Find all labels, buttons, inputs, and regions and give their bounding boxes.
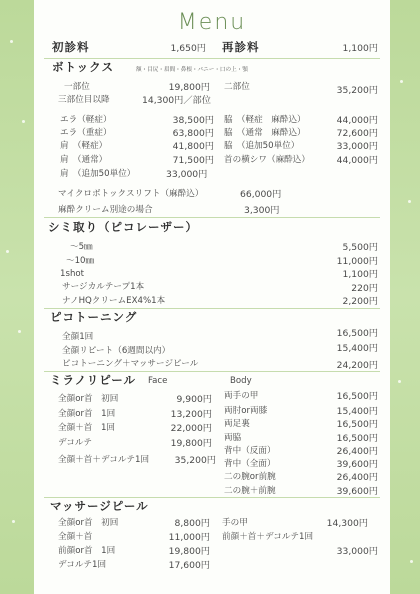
milano-body-item: 二の腕or前腕 <box>224 472 276 482</box>
botox-item: 肩 （軽症） <box>60 141 108 151</box>
massage-item: デコルテ1回 <box>58 560 107 570</box>
pico-heading: ピコトーニング <box>50 310 138 324</box>
shimi-item: ～5㎜ <box>70 242 93 252</box>
botox-price: 33,000円 <box>166 169 208 180</box>
shimi-price: 220円 <box>351 283 378 294</box>
milano-face-item: デコルテ <box>58 438 93 448</box>
botox-item: 脇 （通常 麻酔込） <box>224 128 306 138</box>
sparkle-dot <box>10 40 13 43</box>
botox-price: 14,300円／部位 <box>142 95 211 106</box>
milano-body-item: 両脇 <box>224 433 242 443</box>
menu-sheet <box>34 0 390 594</box>
divider <box>44 217 380 218</box>
milano-heading: ミラノリピール <box>50 373 137 387</box>
massage-price: 14,300円 <box>326 518 368 529</box>
sparkle-dot <box>6 250 9 253</box>
left-green-border <box>0 0 34 594</box>
revisit-price: 1,100円 <box>342 43 378 54</box>
pico-item: ピコトーニング＋マッサージピール <box>62 359 199 369</box>
massage-price: 19,800円 <box>168 546 210 557</box>
pico-item: 全顔リピート（6週間以内） <box>62 346 171 356</box>
botox-price: 63,800円 <box>172 128 214 139</box>
massage-item: 全顔＋首 <box>58 532 93 542</box>
botox-item: エラ（重症） <box>60 128 112 138</box>
massage-item: 手の甲 <box>222 518 248 528</box>
shimi-item: ナノHQクリームEX4%1本 <box>62 296 166 306</box>
botox-item: 麻酔クリーム別途の場合 <box>58 205 153 215</box>
shimi-item: ～10㎜ <box>66 256 95 266</box>
botox-item: 肩 （通常） <box>60 155 108 165</box>
massage-price: 33,000円 <box>336 546 378 557</box>
milano-body-price: 15,400円 <box>336 406 378 417</box>
milano-body-item: 背中（全面） <box>224 459 276 469</box>
milano-body-price: 26,400円 <box>336 446 378 457</box>
milano-body-item: 両肘or両膝 <box>224 406 268 416</box>
sparkle-dot <box>22 120 25 123</box>
botox-areas-note: 額・目尻・眉間・鼻根・バニー・口の上・顎 <box>136 67 248 73</box>
sparkle-dot <box>398 380 401 383</box>
milano-face-label: Face <box>148 376 168 386</box>
milano-body-price: 16,500円 <box>336 433 378 444</box>
milano-body-price: 16,500円 <box>336 419 378 430</box>
massage-price: 8,800円 <box>174 518 210 529</box>
botox-price: 72,600円 <box>336 128 378 139</box>
botox-price: 44,000円 <box>336 155 378 166</box>
milano-body-price: 26,400円 <box>336 472 378 483</box>
page-title: Menu <box>177 10 247 35</box>
divider <box>44 371 380 372</box>
botox-price: 38,500円 <box>172 115 214 126</box>
divider <box>44 58 380 59</box>
milano-face-price: 19,800円 <box>170 438 212 449</box>
botox-heading: ボトックス <box>52 60 115 74</box>
right-green-border <box>390 0 420 594</box>
milano-body-item: 両手の甲 <box>224 391 259 401</box>
massage-item: 前顔＋首＋デコルテ1回 <box>222 532 314 542</box>
milano-face-item: 全顔＋首＋デコルテ1回 <box>58 455 150 465</box>
botox-item: エラ（軽症） <box>60 115 112 125</box>
milano-body-price: 39,600円 <box>336 459 378 470</box>
massage-item: 全顔or首 初回 <box>58 518 119 528</box>
pico-price: 16,500円 <box>336 328 378 339</box>
botox-item: 一部位 <box>64 82 90 92</box>
massage-item: 前顔or首 1回 <box>58 546 116 556</box>
botox-price: 41,800円 <box>172 141 214 152</box>
massage-price: 17,600円 <box>168 560 210 571</box>
shimi-price: 11,000円 <box>336 256 378 267</box>
botox-price: 66,000円 <box>240 189 282 200</box>
sparkle-dot <box>408 200 411 203</box>
botox-item: 脇 （軽症 麻酔込） <box>224 115 306 125</box>
shimi-price: 5,500円 <box>342 242 378 253</box>
shimi-price: 1,100円 <box>342 269 378 280</box>
milano-face-item: 全顔or首 1回 <box>58 409 116 419</box>
massage-heading: マッサージピール <box>50 499 149 513</box>
botox-item: 三部位目以降 <box>58 95 110 105</box>
pico-item: 全顔1回 <box>62 332 94 342</box>
milano-face-price: 9,900円 <box>176 394 212 405</box>
milano-face-item: 全顔or首 初回 <box>58 394 119 404</box>
milano-body-price: 16,500円 <box>336 391 378 402</box>
first-visit-price: 1,650円 <box>170 43 206 54</box>
massage-price: 11,000円 <box>168 532 210 543</box>
botox-price: 3,300円 <box>244 205 280 216</box>
botox-price: 71,500円 <box>172 155 214 166</box>
sparkle-dot <box>410 560 413 563</box>
sparkle-dot <box>18 330 21 333</box>
shimi-item: サージカルテープ1本 <box>62 282 145 292</box>
botox-item: マイクロボトックスリフト（麻酔込） <box>58 189 204 199</box>
revisit-label: 再診料 <box>222 40 260 54</box>
sparkle-dot <box>400 80 403 83</box>
sparkle-dot <box>12 520 15 523</box>
first-visit-label: 初診料 <box>52 40 90 54</box>
botox-price: 33,000円 <box>336 141 378 152</box>
milano-body-label: Body <box>230 376 252 386</box>
milano-body-item: 背中（反面） <box>224 446 276 456</box>
shimi-heading: シミ取り（ピコレーザー） <box>48 220 198 234</box>
botox-item: 脇 （追加50単位） <box>224 141 300 151</box>
milano-face-price: 13,200円 <box>170 409 212 420</box>
botox-item: 首の横シワ（麻酔込） <box>224 155 310 165</box>
pico-price: 15,400円 <box>336 343 378 354</box>
milano-body-item: 二の腕＋前腕 <box>224 486 276 496</box>
divider <box>44 308 380 309</box>
botox-price: 35,200円 <box>336 85 378 96</box>
botox-price: 19,800円 <box>168 82 210 93</box>
shimi-item: 1shot <box>60 269 85 279</box>
botox-item: 肩 （追加50単位） <box>60 169 136 179</box>
milano-body-item: 両足裏 <box>224 419 250 429</box>
botox-item: 二部位 <box>224 82 250 92</box>
milano-face-price: 35,200円 <box>174 455 216 466</box>
shimi-price: 2,200円 <box>342 296 378 307</box>
milano-face-price: 22,000円 <box>170 423 212 434</box>
divider <box>44 497 380 498</box>
milano-face-item: 全顔＋首 1回 <box>58 423 116 433</box>
botox-price: 44,000円 <box>336 115 378 126</box>
milano-body-price: 39,600円 <box>336 486 378 497</box>
pico-price: 24,200円 <box>336 360 378 371</box>
